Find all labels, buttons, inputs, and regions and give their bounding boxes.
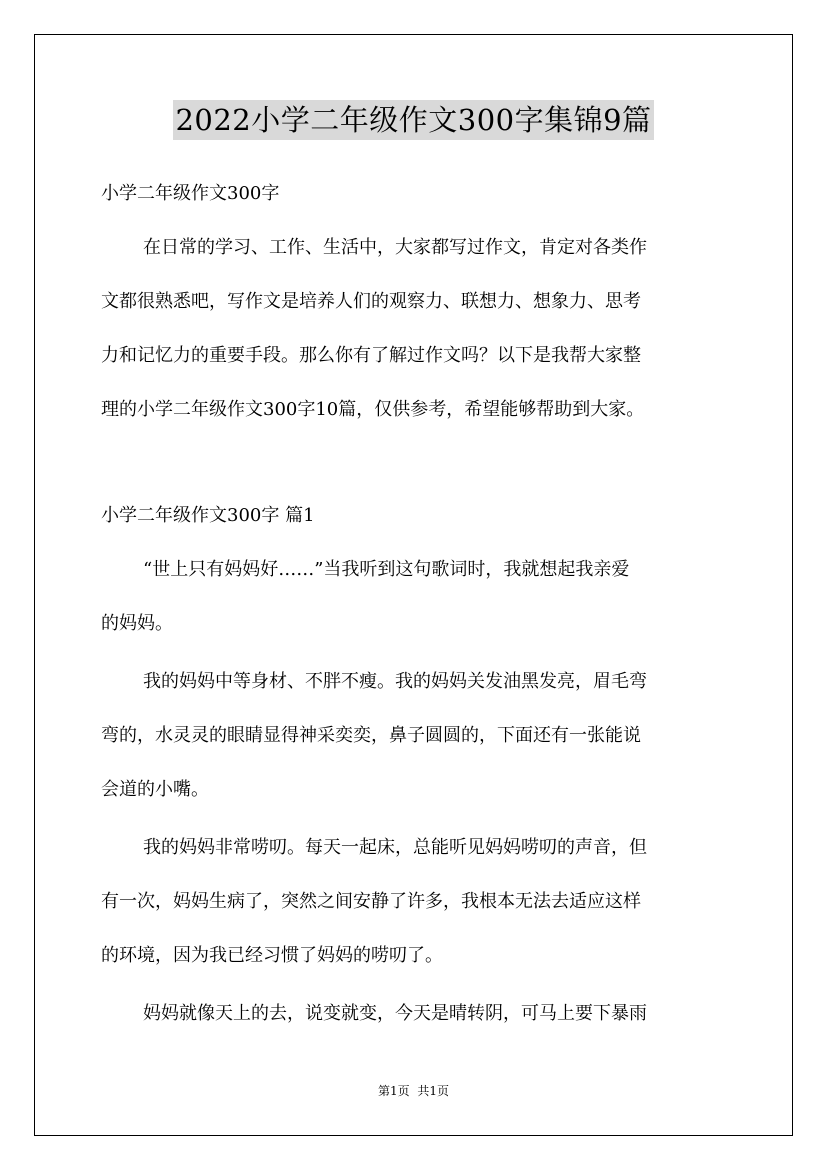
text-line: 妈妈就像天上的去，说变就变，今天是晴转阴，可马上要下暴雨 [143, 1003, 647, 1024]
text-line: 理的小学二年级作文300字10篇，仅供参考，希望能够帮助到大家。 [101, 399, 645, 420]
page-total: 共1页 [417, 1084, 450, 1098]
paragraph [101, 830, 741, 974]
paragraph [101, 552, 741, 642]
page-footer [0, 1082, 827, 1100]
text-line: 弯的，水灵灵的眼睛显得神采奕奕，鼻子圆圆的，下面还有一张能说 [101, 725, 641, 746]
document-title: 2022小学二年级作文300字集锦9篇 [173, 100, 653, 140]
text-line: 会道的小嘴。 [101, 779, 209, 800]
text-line: 我的妈妈非常唠叨。每天一起床，总能听见妈妈唠叨的声音，但 [143, 837, 647, 858]
intro-heading: 小学二年级作文300字 [101, 183, 280, 204]
text-line: 有一次，妈妈生病了，突然之间安静了许多，我根本无法去适应这样 [101, 891, 641, 912]
text-line: 的妈妈。 [101, 613, 173, 634]
text-line: 文都很熟悉吧，写作文是培养人们的观察力、联想力、想象力、思考 [101, 291, 641, 312]
text-line: 的环境，因为我已经习惯了妈妈的唠叨了。 [101, 945, 443, 966]
page-number: 第1页 [377, 1084, 410, 1098]
paragraph [101, 996, 741, 1032]
text-line: 我的妈妈中等身材、不胖不瘦。我的妈妈关发油黑发亮，眉毛弯 [143, 671, 647, 692]
text-line: 在日常的学习、工作、生活中，大家都写过作文，肯定对各类作 [143, 237, 647, 258]
text-line: 力和记忆力的重要手段。那么你有了解过作文吗？以下是我帮大家整 [101, 345, 641, 366]
paragraph [101, 664, 741, 808]
document-body [101, 176, 741, 1032]
title-block [0, 100, 827, 140]
section-heading: 小学二年级作文300字 篇1 [101, 505, 315, 526]
intro-paragraph [101, 230, 741, 428]
text-line: “世上只有妈妈好……”当我听到这句歌词时，我就想起我亲爱 [143, 559, 630, 580]
